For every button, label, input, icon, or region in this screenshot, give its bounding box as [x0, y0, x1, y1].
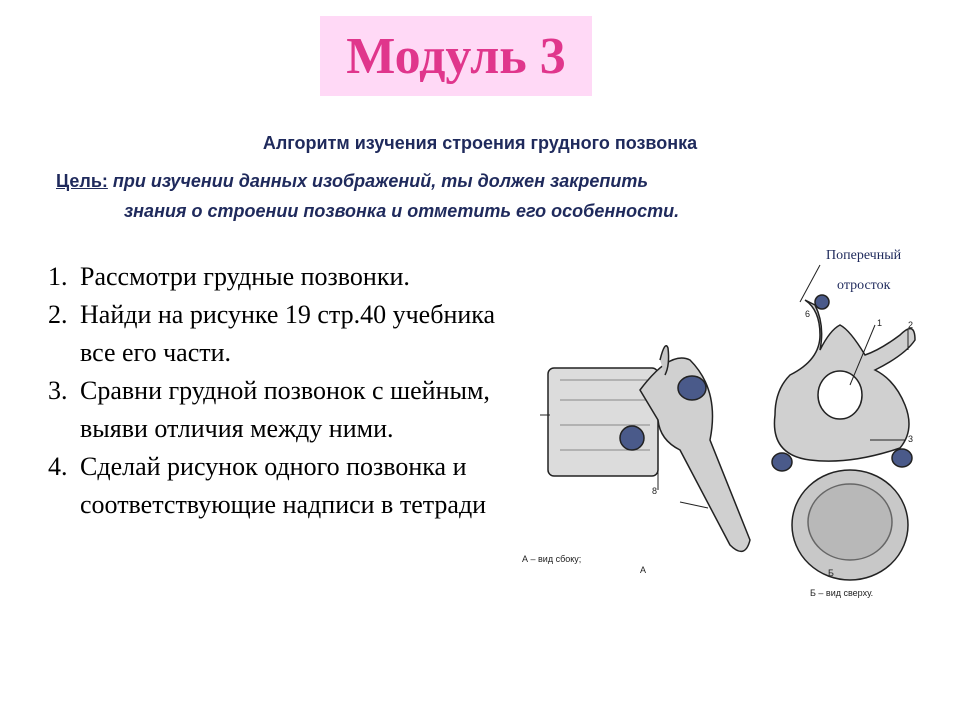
step-number: 1.: [48, 262, 68, 291]
step-text: Сравни грудной позвонок с шейным, выяви отличия между ними.: [80, 376, 490, 443]
letter-a: А: [640, 565, 647, 575]
step-text: Найди на рисунке 19 стр.40 учебника все его части.: [80, 300, 496, 367]
title-box: [320, 16, 592, 96]
list-item: [48, 448, 528, 524]
number-label: 2: [908, 320, 914, 330]
vertebra-drawing: [520, 240, 960, 610]
step-text: Рассмотри грудные позвонки.: [80, 262, 410, 291]
caption-a: А – вид сбоку;: [522, 554, 582, 564]
steps-list: [48, 258, 528, 524]
page-title: Модуль 3: [346, 27, 566, 85]
caption-b: Б – вид сверху.: [810, 588, 874, 598]
list-item: [48, 296, 528, 372]
letter-b: Б: [828, 568, 834, 578]
number-label: 6: [805, 309, 811, 319]
step-text: Сделай рисунок одного позвонка и соответствующие надписи в тетради: [80, 452, 487, 519]
step-number: 4.: [48, 452, 68, 481]
subtitle: Алгоритм изучения строения грудного позвонка: [262, 133, 698, 153]
vertebra-top-view: [772, 265, 915, 580]
transverse-label-line2: отросток: [837, 278, 891, 293]
step-number: 3.: [48, 376, 68, 405]
transverse-label-line1: Поперечный: [826, 248, 902, 263]
number-label: 8: [652, 486, 658, 496]
goal-line-1: при изучении данных изображений, ты должен закрепить: [107, 171, 649, 191]
goal-line-2: знания о строении позвонка и отметить его особенности.: [124, 201, 680, 221]
goal-block: [56, 166, 896, 226]
goal-label: Цель:: [56, 171, 108, 191]
list-item: [48, 258, 528, 296]
number-label: 1: [877, 318, 883, 328]
vertebra-side-view: [540, 346, 750, 552]
vertebra-figure: [520, 240, 960, 610]
number-label: 3: [908, 434, 914, 444]
step-number: 2.: [48, 300, 68, 329]
list-item: [48, 372, 528, 448]
